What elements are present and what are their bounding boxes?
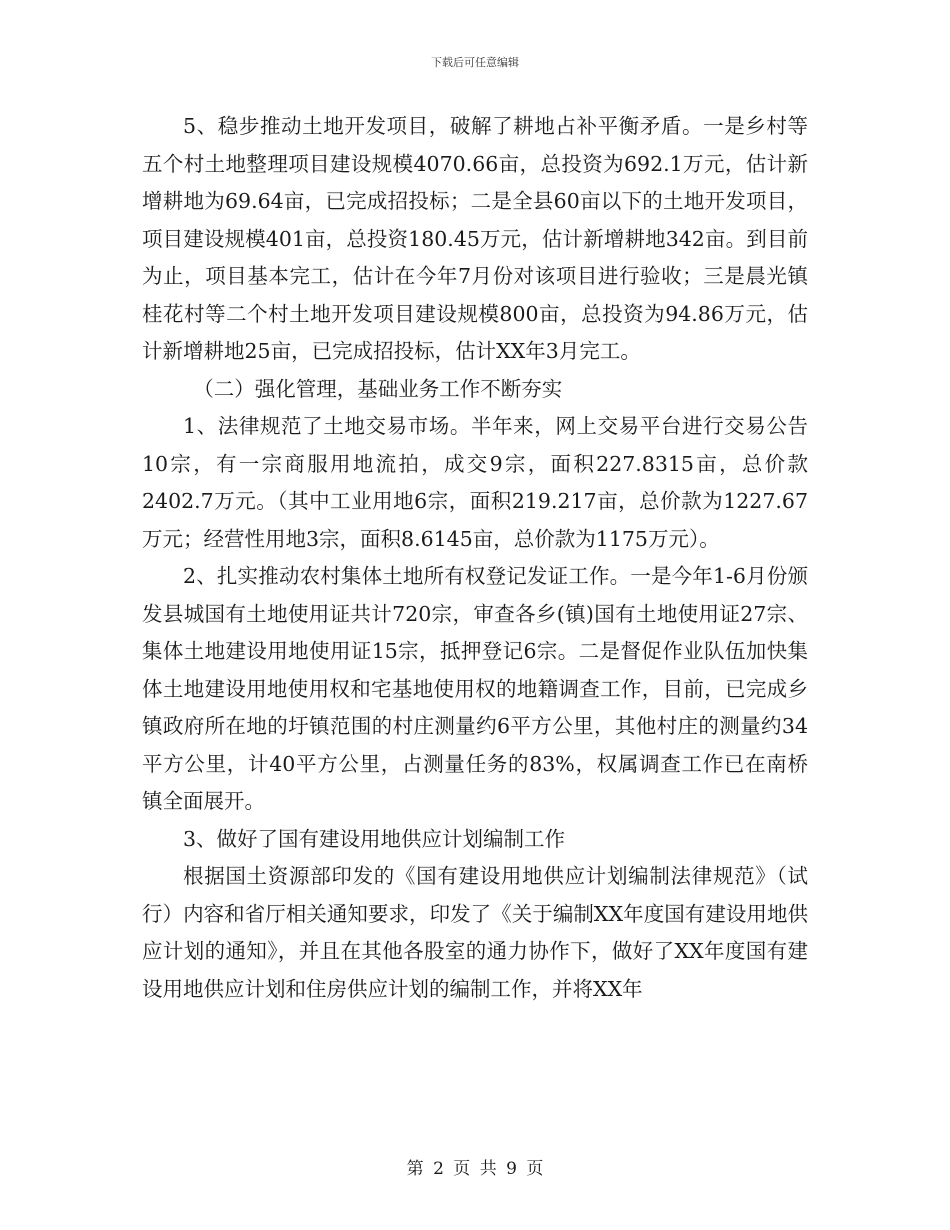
- paragraph-supply-plan-heading: 3、做好了国有建设用地供应计划编制工作: [183, 826, 566, 851]
- page-header: 下载后可任意编辑: [431, 56, 519, 69]
- page-number-footer: 第 2 页 共 9 页: [406, 1159, 544, 1179]
- paragraph-land-market: 1、法律规范了土地交易市场。半年来，网上交易平台进行交易公告10宗，有一宗商服用地流拍，成交9宗，面积227.8315亩，总价款2402.7万元。（其中工业用地6宗，面积219.217亩，总价款为1227.67万元；经营性用地3宗，面积8.6145亩，总价款为1175万元）。: [142, 414, 808, 551]
- paragraph-land-development: 5、稳步推动土地开发项目，破解了耕地占补平衡矛盾。一是乡村等五个村土地整理项目建设规模4070.66亩，总投资为692.1万元，估计新增耕地为69.64亩，已完成招投标；二是全县60亩以下的土地开发项目，项目建设规模401亩，总投资180.45万元，估计新增耕地342亩。到目前为止，项目基本完工，估计在今年7月份对该项目进行验收；三是晨光镇桂花村等二个村土地开发项目建设规模800亩，总投资为94.86万元，估计新增耕地25亩，已完成招投标，估计XX年3月完工。: [142, 114, 808, 363]
- document-body: [142, 108, 808, 1008]
- section-heading-management: （二）强化管理，基础业务工作不断夯实: [193, 376, 563, 401]
- paragraph-supply-plan: 根据国土资源部印发的《国有建设用地供应计划编制法律规范》（试行）内容和省厅相关通知要求，印发了《关于编制XX年度国有建设用地供应计划的通知》，并且在其他各股室的通力协作下，做好了XX年度国有建设用地供应计划和住房供应计划的编制工作，并将XX年: [142, 864, 808, 1001]
- paragraph-land-registration: 2、扎实推动农村集体土地所有权登记发证工作。一是今年1-6月份颁发县城国有土地使用证共计720宗，审查各乡(镇)国有土地使用证27宗、集体土地建设用地使用证15宗，抵押登记6宗。二是督促作业队伍加快集体土地建设用地使用权和宅基地使用权的地籍调查工作，目前，已完成乡镇政府所在地的圩镇范围的村庄测量约6平方公里，其他村庄的测量约34平方公里，计40平方公里，占测量任务的83%，权属调查工作已在南桥镇全面展开。: [142, 564, 808, 813]
